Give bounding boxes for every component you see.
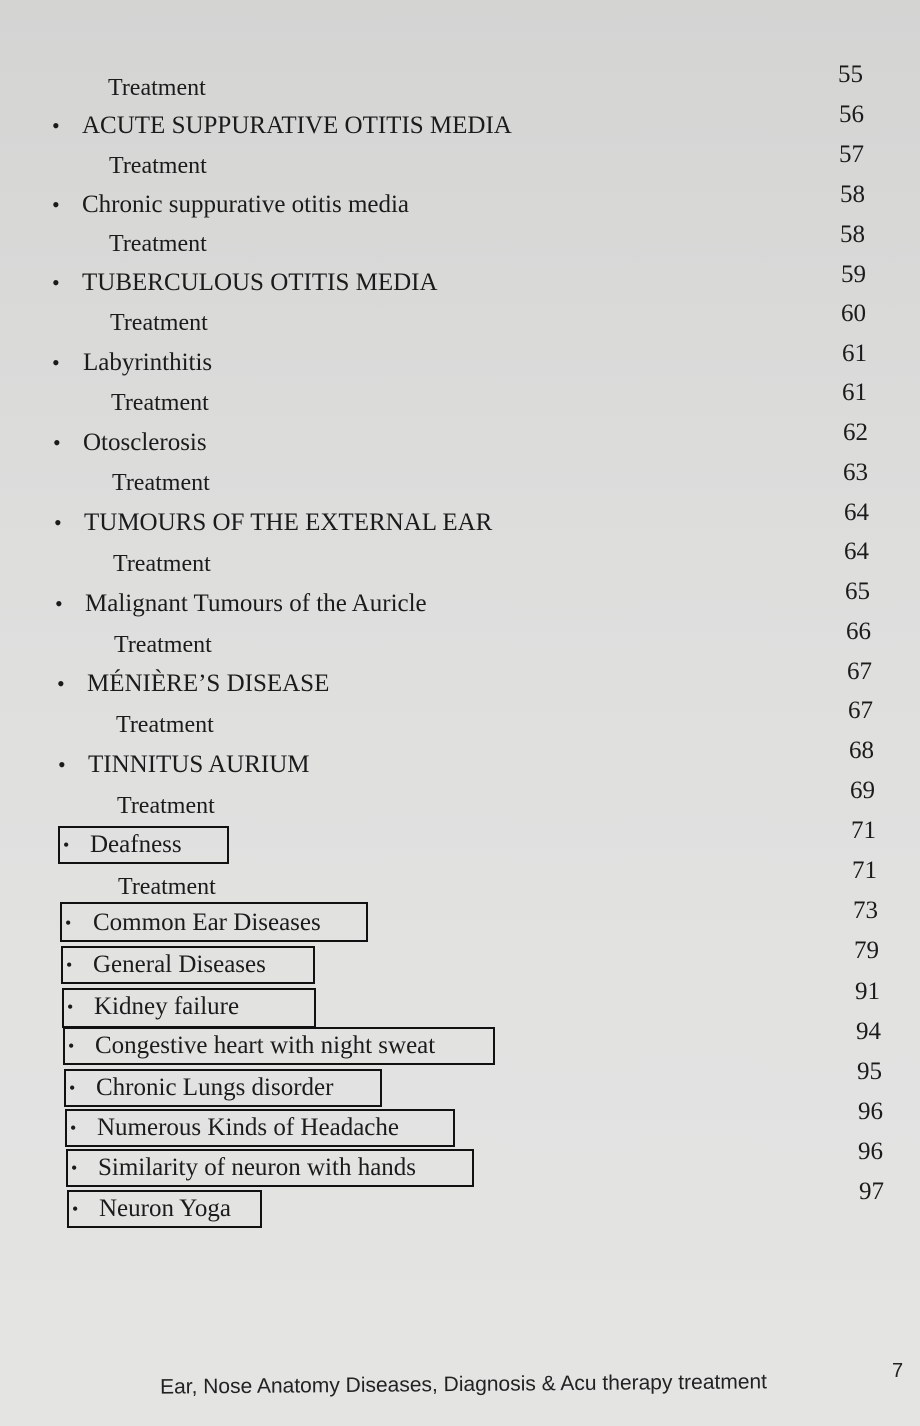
toc-entry-title: TINNITUS AURIUM: [88, 751, 310, 778]
toc-entry: [0, 306, 920, 346]
bullet-icon: •: [55, 591, 63, 616]
toc-entry-title: Similarity of neuron with hands: [98, 1154, 417, 1181]
toc-entry: [0, 71, 920, 111]
toc-entry: [0, 466, 920, 506]
bullet-icon: •: [57, 671, 65, 696]
highlight-box: [58, 826, 229, 864]
bullet-icon: •: [54, 510, 62, 535]
toc-page-number: 60: [841, 300, 866, 327]
toc-entry-title: General Diseases: [93, 951, 266, 978]
toc-entry: [0, 708, 920, 748]
toc-entry-title: Treatment: [109, 231, 207, 257]
toc-entry-title: Congestive heart with night sweat: [95, 1032, 436, 1059]
toc-entry: [0, 990, 920, 1030]
toc-entry: [0, 587, 920, 627]
toc-entry-title: Treatment: [108, 75, 206, 101]
toc-entry-title: Otosclerosis: [83, 429, 207, 456]
footer-page-number: 7: [892, 1360, 904, 1382]
bullet-icon: •: [52, 270, 60, 295]
toc-entry-title: Malignant Tumours of the Auricle: [85, 590, 427, 617]
toc-entry: [0, 748, 920, 788]
toc-page-number: 61: [842, 379, 867, 406]
toc-entry: [0, 828, 920, 868]
bullet-icon: •: [70, 1118, 77, 1138]
toc-page-number: 97: [859, 1178, 884, 1205]
bullet-icon: •: [69, 1078, 76, 1098]
bullet-icon: •: [52, 113, 60, 138]
toc-entry: [0, 1111, 920, 1151]
toc-page-number: 67: [848, 697, 873, 724]
toc-page-number: 61: [842, 340, 867, 367]
toc-entry-title: Treatment: [111, 390, 209, 416]
toc-page-number: 65: [845, 578, 870, 605]
toc-page-number: 63: [843, 459, 868, 486]
toc-page-number: 58: [840, 181, 865, 208]
toc-entry-title: ACUTE SUPPURATIVE OTITIS MEDIA: [82, 112, 512, 139]
toc-page-number: 58: [840, 221, 865, 248]
toc-entry-title: Treatment: [113, 551, 211, 577]
toc-page-number: 56: [839, 101, 864, 128]
toc-entry: [0, 950, 920, 990]
toc-page-number: 59: [841, 261, 866, 288]
bullet-icon: •: [72, 1199, 79, 1219]
toc-page-number: 55: [838, 61, 863, 88]
toc-entry: [0, 386, 920, 426]
toc-entry-title: Treatment: [112, 470, 210, 496]
toc-entry: [0, 789, 920, 829]
bullet-icon: •: [52, 192, 60, 217]
toc-entry: [0, 426, 920, 466]
toc-entry-title: Neuron Yoga: [99, 1195, 231, 1222]
toc-entry-title: Labyrinthitis: [83, 349, 213, 376]
highlight-box: [62, 988, 316, 1028]
toc-entry: [0, 188, 920, 228]
toc-page-number: 79: [854, 937, 879, 964]
toc-entry: [0, 149, 920, 189]
toc-page-number: 94: [856, 1018, 881, 1045]
toc-page-number: 69: [850, 777, 875, 804]
toc-entry: [0, 910, 920, 950]
toc-entry-title: MÉNIÈRE’S DISEASE: [87, 670, 330, 697]
toc-entry: [0, 667, 920, 707]
toc-page-number: 68: [849, 737, 874, 764]
toc-entry-title: Chronic suppurative otitis media: [82, 191, 410, 218]
toc-entry: [0, 109, 920, 149]
toc-page-number: 96: [858, 1098, 883, 1125]
toc-page-number: 73: [853, 897, 878, 924]
toc-page-number: 71: [852, 857, 877, 884]
toc-entry: [0, 547, 920, 587]
toc-entry-title: Treatment: [110, 310, 208, 336]
toc-page-number: 64: [844, 499, 869, 526]
bullet-icon: •: [68, 1036, 75, 1056]
toc-page-number: 62: [843, 419, 868, 446]
toc-entry-title: Chronic Lungs disorder: [96, 1074, 334, 1101]
toc-entry-title: Kidney failure: [94, 993, 240, 1020]
bullet-icon: •: [71, 1158, 78, 1178]
highlight-box: [60, 902, 368, 942]
toc-entry: [0, 1071, 920, 1111]
toc-entry-title: Common Ear Diseases: [93, 909, 321, 936]
highlight-box: [61, 946, 315, 984]
bullet-icon: •: [53, 430, 61, 455]
toc-entry-title: Treatment: [117, 793, 215, 819]
highlight-box: [66, 1149, 474, 1187]
highlight-box: [63, 1027, 495, 1065]
highlight-box: [67, 1190, 262, 1228]
bullet-icon: •: [65, 913, 72, 933]
toc-page-number: 91: [855, 978, 880, 1005]
toc-entry-title: TUBERCULOUS OTITIS MEDIA: [82, 269, 438, 296]
toc-entry-title: TUMOURS OF THE EXTERNAL EAR: [84, 509, 493, 536]
toc-page-number: 57: [839, 141, 864, 168]
toc-entry-title: Treatment: [114, 632, 212, 658]
highlight-box: [64, 1069, 382, 1107]
toc-entry: [0, 346, 920, 386]
toc-entry: [0, 1192, 920, 1232]
bullet-icon: •: [58, 752, 66, 777]
bullet-icon: •: [66, 955, 73, 975]
toc-entry-title: Treatment: [118, 874, 216, 900]
toc-entry-title: Numerous Kinds of Headache: [97, 1114, 399, 1141]
toc-entry: [0, 266, 920, 306]
toc-page-number: 95: [857, 1058, 882, 1085]
toc-entry: [0, 1031, 920, 1071]
toc-entry-title: Deafness: [90, 831, 182, 858]
toc-page-number: 71: [851, 817, 876, 844]
bullet-icon: •: [67, 997, 74, 1017]
toc-page-number: 96: [858, 1138, 883, 1165]
toc-entry-title: Treatment: [116, 712, 214, 738]
bullet-icon: •: [52, 350, 60, 375]
toc-page-number: 67: [847, 658, 872, 685]
footer-book-title: Ear, Nose Anatomy Diseases, Diagnosis & Acu therapy treatment: [159, 1370, 768, 1399]
bullet-icon: •: [63, 835, 70, 855]
toc-entry: [0, 1151, 920, 1191]
toc-entry: [0, 506, 920, 546]
toc-entry: [0, 628, 920, 668]
highlight-box: [65, 1109, 455, 1147]
toc-page-number: 66: [846, 618, 871, 645]
toc-page-number: 64: [844, 538, 869, 565]
toc-entry: [0, 227, 920, 267]
toc-entry-title: Treatment: [109, 153, 207, 179]
